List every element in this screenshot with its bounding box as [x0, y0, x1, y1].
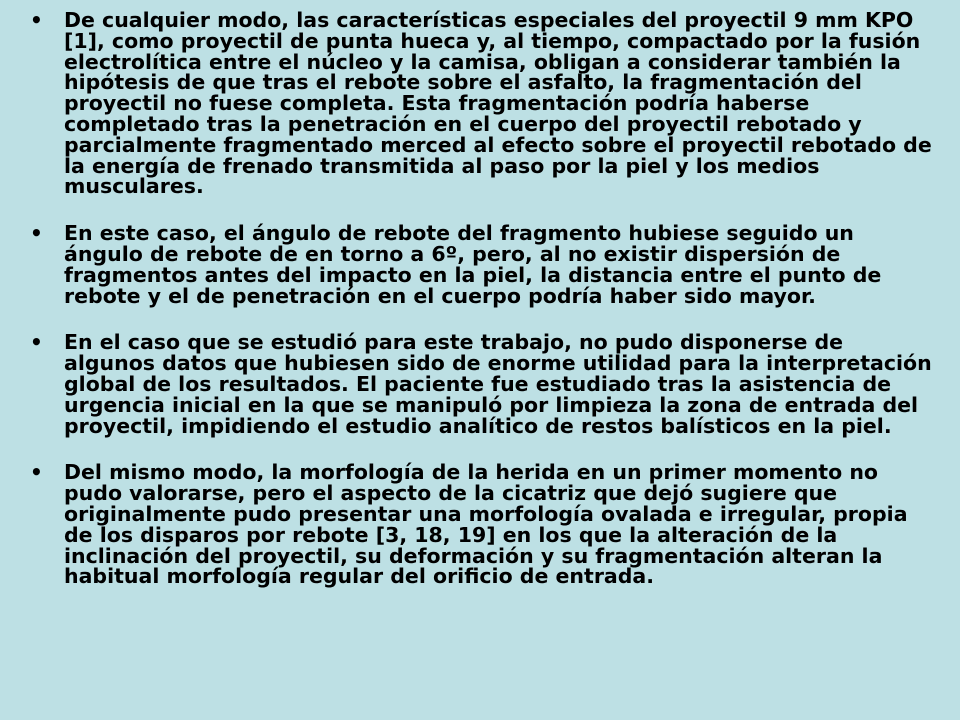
paragraph-text: De cualquier modo, las características especiales del proyectil 9 mm KPO [1], como proyectil de punta hueca y, al tiempo, compactado por la fusión electrolítica entre el núcleo y la camisa, obligan a considerar también la hipótesis de que tras el rebote sobre el asfalto, la fragmentación del proyectil no fuese completa. Esta fragmentación podría haberse completado tras la penetración en el cuerpo del proyectil rebotado y parcialmente fragmentado merced al efecto sobre el proyectil rebotado de la energía de frenado transmitida al paso por la piel y los medios musculares. [64, 8, 932, 199]
bullet-marker: • [30, 8, 43, 32]
bullet-marker: • [30, 330, 43, 355]
bullet-list [28, 10, 936, 587]
bullet-paragraph-1 [28, 10, 936, 197]
paragraph-text: En el caso que se estudió para este trabajo, no pudo disponerse de algunos datos que hubiesen sido de enorme utilidad para la interpretación global de los resultados. El paciente fue estudiado tras la asistencia de urgencia inicial en la que se manipuló por limpieza la zona de entrada del proyectil, impidiendo el estudio analítico de restos balísticos en la piel. [64, 330, 932, 438]
bullet-marker: • [30, 221, 43, 246]
bullet-marker: • [30, 460, 43, 485]
paragraph-text: Del mismo modo, la morfología de la herida en un primer momento no pudo valorarse, pero el aspecto de la cicatriz que dejó sugiere que originalmente pudo presentar una morfología ovalada e irregular, propia de los disparos por rebote [3, 18, 19] en los que la alteración de la inclinación del proyectil, su deformación y su fragmentación alteran la habitual morfología regular del orificio de entrada. [64, 460, 908, 589]
bullet-paragraph-3 [28, 332, 936, 436]
bullet-paragraph-4 [28, 462, 936, 587]
bullet-paragraph-2 [28, 223, 936, 306]
paragraph-text: En este caso, el ángulo de rebote del fragmento hubiese seguido un ángulo de rebote de en torno a 6º, pero, al no existir dispersión de fragmentos antes del impacto en la piel, la distancia entre el punto de rebote y el de penetración en el cuerpo podría haber sido mayor. [64, 221, 882, 308]
